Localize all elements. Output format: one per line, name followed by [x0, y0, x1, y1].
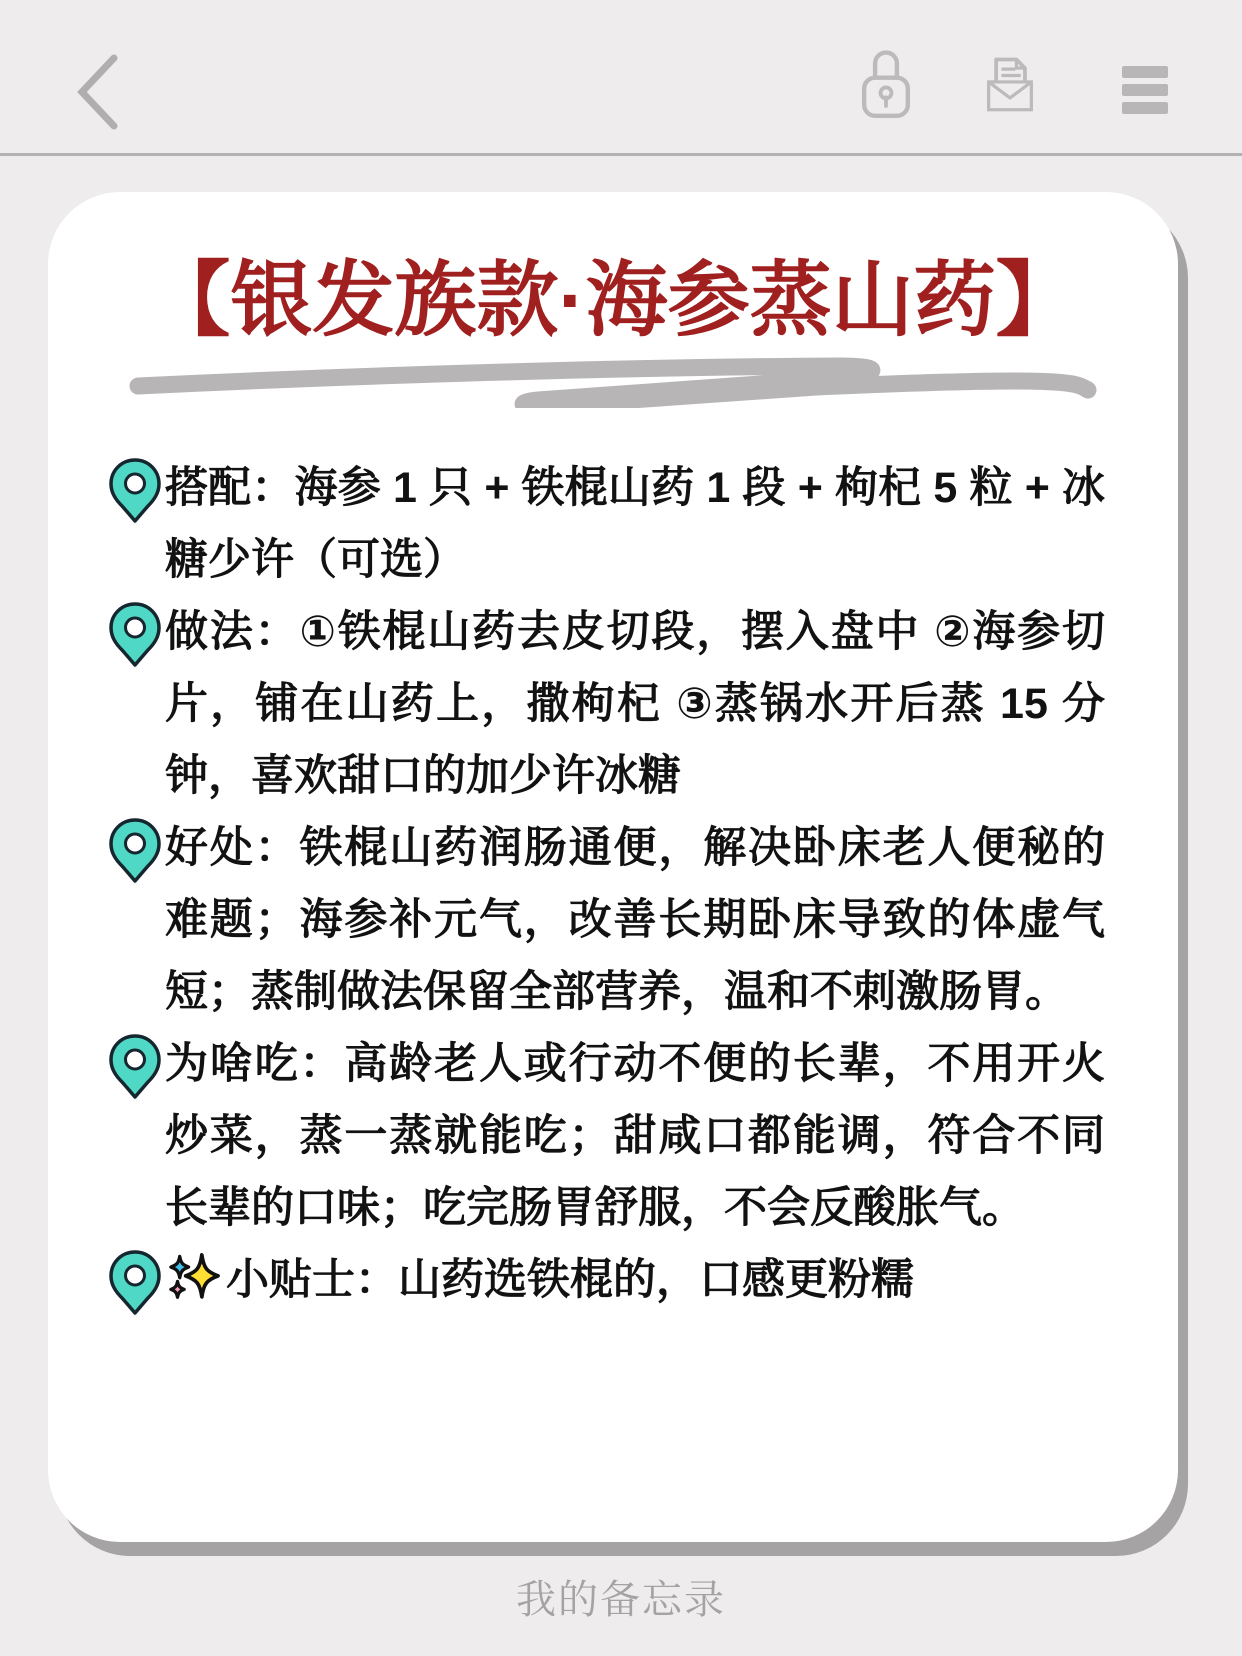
bullet-why-eat	[165, 1028, 1105, 1244]
bullet-text: 小贴士：山药选铁棍的，口感更粉糯	[226, 1256, 914, 1304]
menu-button[interactable]	[1120, 62, 1170, 114]
map-pin-icon	[107, 457, 163, 524]
note-title: 【银发族款·海参蒸山药】	[148, 255, 1078, 346]
lock-button[interactable]	[860, 46, 912, 118]
sparkles-icon	[165, 1249, 221, 1305]
bullet-ingredients	[165, 452, 1105, 596]
hamburger-menu-icon	[1120, 62, 1170, 114]
bullet-text: 好处：铁棍山药润肠通便，解决卧床老人便秘的难题；海参补元气，改善长期卧床导致的体虚气短；蒸制做法保留全部营养，温和不刺激肠胃。	[165, 824, 1105, 1016]
top-bar	[0, 0, 1242, 156]
bullet-text: 为啥吃：高龄老人或行动不便的长辈，不用开火炒菜，蒸一蒸就能吃；甜咸口都能调，符合不同长辈的口味；吃完肠胃舒服，不会反酸胀气。	[165, 1040, 1105, 1232]
bullet-text: 做法：①铁棍山药去皮切段，摆入盘中 ②海参切片，铺在山药上，撒枸杞 ③蒸锅水开后蒸 15 分钟，喜欢甜口的加少许冰糖	[165, 608, 1105, 800]
note-body	[165, 452, 1105, 1316]
note-card	[48, 192, 1178, 1542]
back-button[interactable]	[72, 52, 122, 132]
footer	[0, 1568, 1242, 1625]
chevron-left-icon	[72, 52, 122, 132]
share-button[interactable]	[980, 52, 1040, 114]
map-pin-icon	[107, 817, 163, 884]
padlock-icon	[860, 46, 912, 118]
map-pin-icon	[107, 1249, 163, 1316]
title-underline-stroke	[126, 350, 1101, 408]
map-pin-icon	[107, 601, 163, 668]
bullet-text: 搭配：海参 1 只 + 铁棍山药 1 段 + 枸杞 5 粒 + 冰糖少许（可选）	[165, 464, 1105, 584]
footer-label: 我的备忘录	[516, 1578, 726, 1622]
bullet-benefits	[165, 812, 1105, 1028]
map-pin-icon	[107, 1033, 163, 1100]
envelope-document-icon	[980, 52, 1040, 114]
bullet-tip	[165, 1244, 1105, 1316]
bullet-steps	[165, 596, 1105, 812]
